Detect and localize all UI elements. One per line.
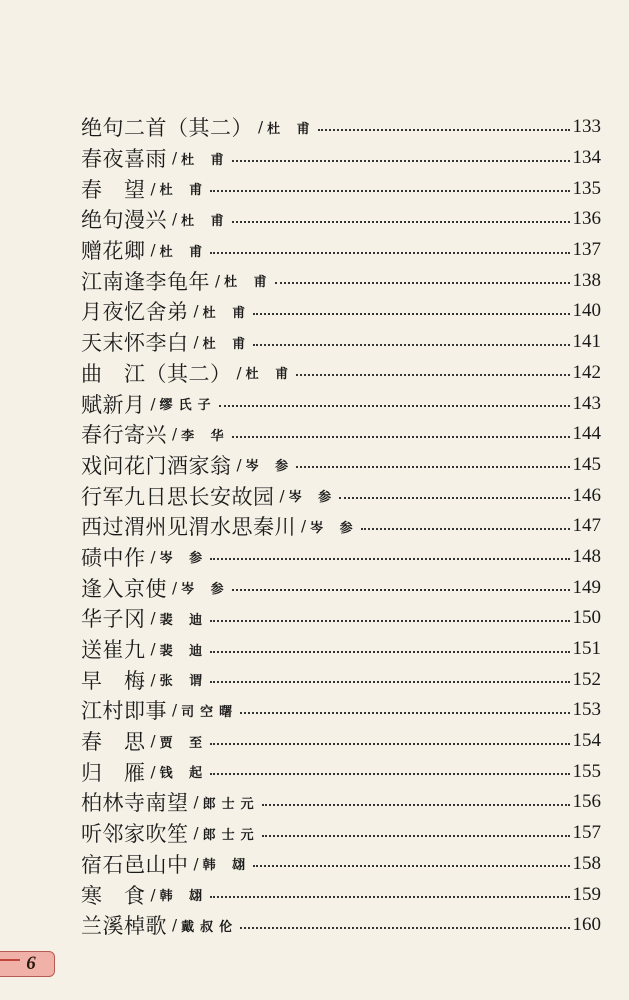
dot-leader [262,835,570,837]
entry-page: 141 [572,331,601,353]
entry-title: 天末怀李白 [81,331,189,356]
separator-slash: / [172,916,178,935]
dot-leader [318,129,570,131]
dot-leader [210,252,569,254]
separator-slash: / [236,363,242,382]
dot-leader [275,282,570,284]
dot-leader [339,497,569,499]
entry-page: 144 [572,423,601,445]
entry-title: 春 望 [81,177,146,202]
entry-title: 春夜喜雨 [81,147,167,172]
dot-leader [253,344,569,346]
entry-page: 156 [572,791,601,813]
entry-author: 杜 甫 [159,244,209,260]
dot-leader [210,743,569,745]
entry-title: 听邻家吹笙 [81,822,189,847]
entry-page: 140 [572,300,601,322]
dot-leader [232,436,570,438]
entry-author: 郎士元 [202,796,260,812]
entry-title: 送崔九 [81,638,146,663]
entry-page: 151 [572,638,601,660]
dot-leader [210,558,569,560]
entry-title: 江南逢李龟年 [81,269,210,294]
entry-title: 赋新月 [81,392,146,417]
dot-leader [296,374,569,376]
entry-author: 李 华 [181,428,230,444]
toc-entry[interactable] [81,419,601,450]
toc-entry[interactable] [81,572,601,603]
separator-slash: / [150,732,156,751]
entry-page: 143 [572,392,601,414]
separator-slash: / [150,609,156,628]
dot-leader [219,405,570,407]
entry-page: 145 [572,453,601,475]
entry-title: 春行寄兴 [81,423,167,448]
dot-leader [232,221,570,223]
entry-author: 张 谓 [159,674,209,690]
entry-author: 杜 甫 [159,183,209,199]
separator-slash: / [150,670,156,689]
separator-slash: / [193,302,199,321]
entry-author: 杜 甫 [202,336,252,352]
dot-leader [210,651,569,653]
dot-leader [232,160,570,162]
entry-author: 裴 迪 [159,643,209,659]
entry-author: 岑 参 [181,582,230,598]
toc-entry[interactable] [81,480,601,511]
entry-page: 160 [572,914,601,936]
separator-slash: / [193,854,199,873]
dot-leader [361,528,570,530]
entry-author: 杜 甫 [202,305,252,321]
dot-leader [240,712,569,714]
entry-page: 153 [572,699,601,721]
entry-page: 147 [572,515,601,537]
entry-author: 裴 迪 [159,612,209,628]
toc-entry[interactable] [81,265,601,296]
toc-entry[interactable] [81,358,601,389]
separator-slash: / [258,118,264,137]
entry-page: 133 [572,116,601,138]
toc-entry[interactable] [81,695,601,726]
toc-entry[interactable] [81,296,601,327]
separator-slash: / [193,793,199,812]
entry-page: 148 [572,545,601,567]
entry-author: 韩 翃 [202,858,252,874]
entry-author: 岑 参 [245,459,295,475]
dot-leader [296,466,569,468]
toc-entry[interactable] [81,664,601,695]
dot-leader [210,681,569,683]
entry-title: 兰溪棹歌 [81,914,167,939]
toc-entry[interactable] [81,327,601,358]
separator-slash: / [301,517,307,536]
entry-page: 152 [572,668,601,690]
toc-entry[interactable] [81,879,601,910]
entry-title: 绝句漫兴 [81,208,167,233]
entry-page: 137 [572,239,601,261]
entry-page: 136 [572,208,601,230]
entry-author: 杜 甫 [181,152,230,168]
entry-title: 江村即事 [81,699,167,724]
entry-page: 159 [572,883,601,905]
entry-author: 杜 甫 [267,121,316,137]
entry-author: 岑 参 [159,551,209,567]
dot-leader [210,773,569,775]
entry-author: 钱 起 [159,766,209,782]
toc-entry[interactable] [81,173,601,204]
separator-slash: / [236,455,242,474]
entry-author: 戴叔伦 [181,919,239,935]
toc-entry[interactable] [81,112,601,143]
entry-page: 146 [572,484,601,506]
dot-leader [210,896,569,898]
separator-slash: / [215,271,221,290]
entry-page: 150 [572,607,601,629]
table-of-contents [81,112,601,941]
entry-page: 142 [572,361,601,383]
entry-page: 138 [572,269,601,291]
separator-slash: / [150,179,156,198]
separator-slash: / [172,425,178,444]
dot-leader [210,620,569,622]
entry-title: 宿石邑山中 [81,852,189,877]
entry-title: 西过渭州见渭水思秦川 [81,515,296,540]
entry-title: 华子冈 [81,607,146,632]
toc-entry[interactable] [81,818,601,849]
entry-title: 逢入京使 [81,576,167,601]
entry-page: 158 [572,852,601,874]
entry-title: 曲 江（其二） [81,361,232,386]
entry-author: 缪氏子 [159,398,217,414]
entry-title: 寒 食 [81,883,146,908]
entry-page: 157 [572,822,601,844]
entry-title: 绝句二首（其二） [81,116,253,141]
toc-entry[interactable] [81,542,601,573]
separator-slash: / [172,149,178,168]
entry-page: 154 [572,730,601,752]
separator-slash: / [279,486,285,505]
dot-leader [210,190,569,192]
separator-slash: / [172,210,178,229]
entry-title: 月夜忆舍弟 [81,300,189,325]
dot-leader [240,927,569,929]
dot-leader [262,804,570,806]
entry-title: 柏林寺南望 [81,791,189,816]
dot-leader [253,313,569,315]
entry-author: 杜 甫 [224,275,273,291]
separator-slash: / [150,547,156,566]
entry-author: 郎士元 [202,827,260,843]
entry-author: 杜 甫 [245,367,295,383]
entry-author: 岑 参 [288,490,338,506]
entry-title: 戏问花门酒家翁 [81,453,232,478]
page-number-tab [0,951,55,977]
separator-slash: / [150,241,156,260]
separator-slash: / [193,333,199,352]
separator-slash: / [172,701,178,720]
separator-slash: / [150,394,156,413]
entry-title: 早 梅 [81,668,146,693]
toc-entry[interactable] [81,756,601,787]
entry-title: 春 思 [81,730,146,755]
entry-author: 杜 甫 [181,213,230,229]
entry-title: 行军九日思长安故园 [81,484,275,509]
entry-author: 贾 至 [159,735,209,751]
entry-author: 韩 翃 [159,889,209,905]
toc-entry[interactable] [81,787,601,818]
entry-page: 149 [572,576,601,598]
toc-entry[interactable] [81,511,601,542]
toc-entry[interactable] [81,143,601,174]
toc-entry[interactable] [81,849,601,880]
separator-slash: / [172,578,178,597]
entry-author: 司空曙 [181,704,239,720]
toc-entry[interactable] [81,204,601,235]
separator-slash: / [150,885,156,904]
toc-entry[interactable] [81,634,601,665]
dot-leader [253,865,569,867]
entry-author: 岑 参 [310,520,359,536]
separator-slash: / [150,640,156,659]
entry-page: 134 [572,147,601,169]
toc-entry[interactable] [81,450,601,481]
toc-entry[interactable] [81,910,601,941]
entry-title: 碛中作 [81,545,146,570]
page-number: 6 [26,953,36,974]
toc-entry[interactable] [81,603,601,634]
toc-entry[interactable] [81,235,601,266]
toc-entry[interactable] [81,726,601,757]
entry-page: 135 [572,177,601,199]
separator-slash: / [193,824,199,843]
entry-title: 赠花卿 [81,239,146,264]
toc-entry[interactable] [81,388,601,419]
entry-title: 归 雁 [81,760,146,785]
entry-page: 155 [572,760,601,782]
dot-leader [232,589,570,591]
separator-slash: / [150,762,156,781]
